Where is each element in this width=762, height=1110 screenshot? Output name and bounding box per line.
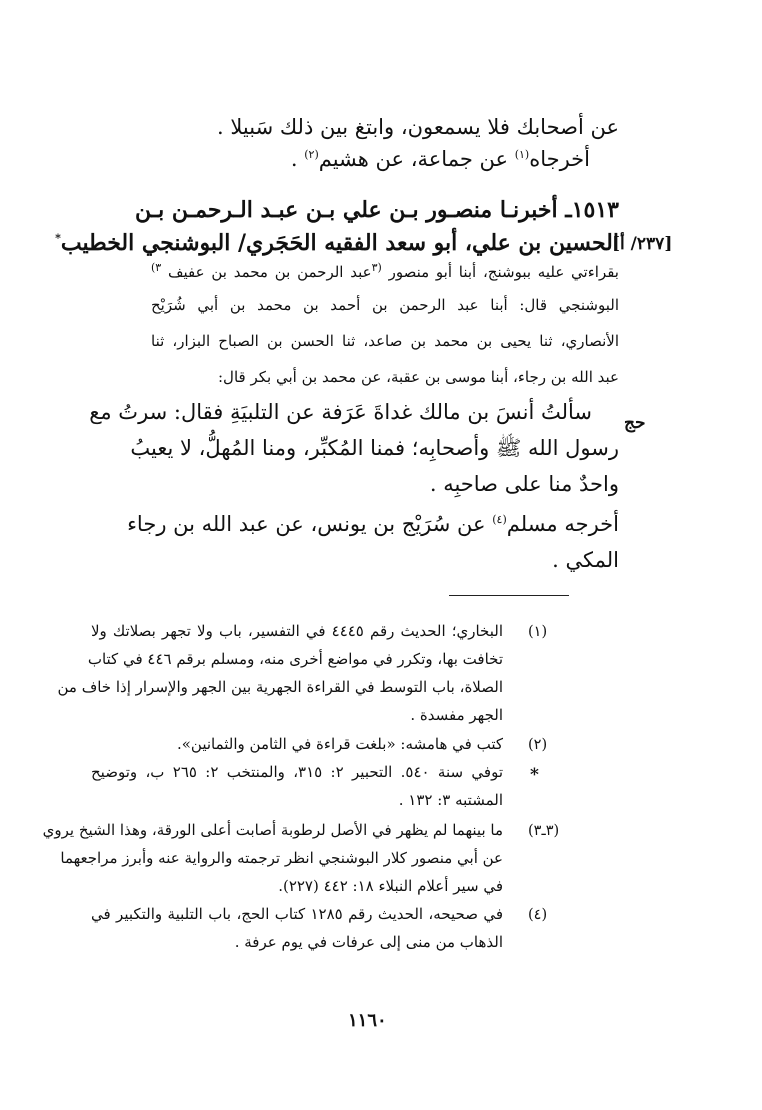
footnote-4-number: (٤) xyxy=(528,907,548,923)
hadith-number: ١٥١٣ـ xyxy=(565,197,619,223)
takhrij-line-1: أخرجه مسلم$^{(٤)}$ عن سُرَيْج بن يونس، عن عبد الله بن رجاء xyxy=(127,512,619,536)
margin-folio-ref: [٢٣٧/ أ] xyxy=(612,234,673,254)
footnote-1-line-3: الصلاة، باب التوسط في القراءة الجهرية بين الجهر والإسرار إذا خاف من xyxy=(57,678,503,696)
footnote-4-line-2: الذهاب من منى إلى عرفات في يوم عرفة . xyxy=(234,933,503,951)
footnote-ref-3-close[interactable]: ٣) xyxy=(151,261,162,274)
footnote-ref-star[interactable]: * xyxy=(55,231,61,245)
footnote-separator xyxy=(449,595,569,596)
footnote-star-marker: * xyxy=(530,765,539,785)
matn-line-2: رسول الله ﷺ وأصحابِه؛ فمنا المُكبِّر، ومنا المُهلُّ، لا يعيبُ xyxy=(130,436,619,460)
text-line-1: عن أصحابك فلا يسمعون، وابتغ بين ذلك سَبيلا . xyxy=(217,115,619,139)
takhrij-line-2: المكي . xyxy=(552,548,619,572)
isnad-line-1: بقراءتي عليه ببوشنج، أبنا أبو منصور $^{(٣}$عبد الرحمن بن محمد بن عفيف $^{٣)}$ xyxy=(151,261,619,281)
footnote-3-line-2: عن أبي منصور كلار البوشنجي انظر ترجمته والرواية عنه وأبرز مراجعهما xyxy=(60,849,503,867)
footnote-ref-4[interactable]: (٤) xyxy=(492,513,507,526)
margin-note-hajj: حج xyxy=(624,413,646,433)
footnote-2-line-1: كتب في هامشه: «بلغت قراءة في الثامن والثمانين». xyxy=(176,735,503,753)
hadith-heading-line-1: ١٥١٣ـ أخبرنـا منصـور بـن علي بـن عبـد الـرحمـن بـن xyxy=(134,197,619,223)
matn-line-1: سألتُ أنسَ بن مالك غداةَ عَرَفة عن التلبيَةِ فقال: سرتُ مع xyxy=(89,400,592,424)
footnote-2-number: (٢) xyxy=(528,737,548,753)
isnad-line-3: الأنصاري، ثنا يحيى بن محمد بن صاعد، ثنا الحسن بن الصباح البزار، ثنا xyxy=(151,332,619,350)
text-line-2: أخرجاه$^{(١)}$ عن جماعة، عن هشيم$^{(٢)}$ . xyxy=(290,147,590,171)
footnote-1-line-1: البخاري؛ الحديث رقم ٤٤٤٥ في التفسير، باب ولا تجهر بصلاتك ولا xyxy=(91,622,504,640)
footnote-1-line-2: تخافت بها، وتكرر في مواضع أخرى منه، ومسلم برقم ٤٤٦ في كتاب xyxy=(87,650,503,668)
footnote-3-number: (٣ـ٣) xyxy=(528,823,560,839)
footnote-ref-2[interactable]: (٢) xyxy=(304,148,319,161)
footnote-3-line-1: ما بينهما لم يظهر في الأصل لرطوبة أصابت أعلى الورقة، وهذا الشيخ يروي xyxy=(42,821,503,839)
isnad-line-4: عبد الله بن رجاء، أبنا موسى بن عقبة، عن محمد بن أبي بكر قال: xyxy=(218,368,619,386)
footnote-star-line-1: توفي سنة ٥٤٠. التحبير ٢: ٣١٥، والمنتخب ٢: ٢٦٥ ب، وتوضيح xyxy=(91,763,504,781)
isnad-line-2: البوشنجي قال: أبنا عبد الرحمن بن أحمد بن محمد بن أبي شُرَيْح xyxy=(151,296,619,314)
hadith-heading-line-2: الحسين بن علي، أبو سعد الفقيه الحَجَري/ البوشنجي الخطيب* xyxy=(55,230,619,256)
footnote-3-line-3: في سير أعلام النبلاء ١٨: ٤٤٢ (٢٢٧). xyxy=(278,877,503,895)
footnote-1-line-4: الجهر مفسدة . xyxy=(410,706,503,724)
footnote-ref-3-open[interactable]: (٣ xyxy=(371,261,382,274)
page-number: ١١٦٠ xyxy=(348,1010,387,1031)
footnote-ref-1[interactable]: (١) xyxy=(514,148,530,161)
footnote-4-line-1: في صحيحه، الحديث رقم ١٢٨٥ كتاب الحج، باب التلبية والتكبير في xyxy=(91,905,503,923)
footnote-1-number: (١) xyxy=(528,624,548,640)
footnote-star-line-2: المشتبه ٣: ١٣٢ . xyxy=(398,791,503,809)
matn-line-3: واحدٌ منا على صاحبِه . xyxy=(429,472,619,496)
